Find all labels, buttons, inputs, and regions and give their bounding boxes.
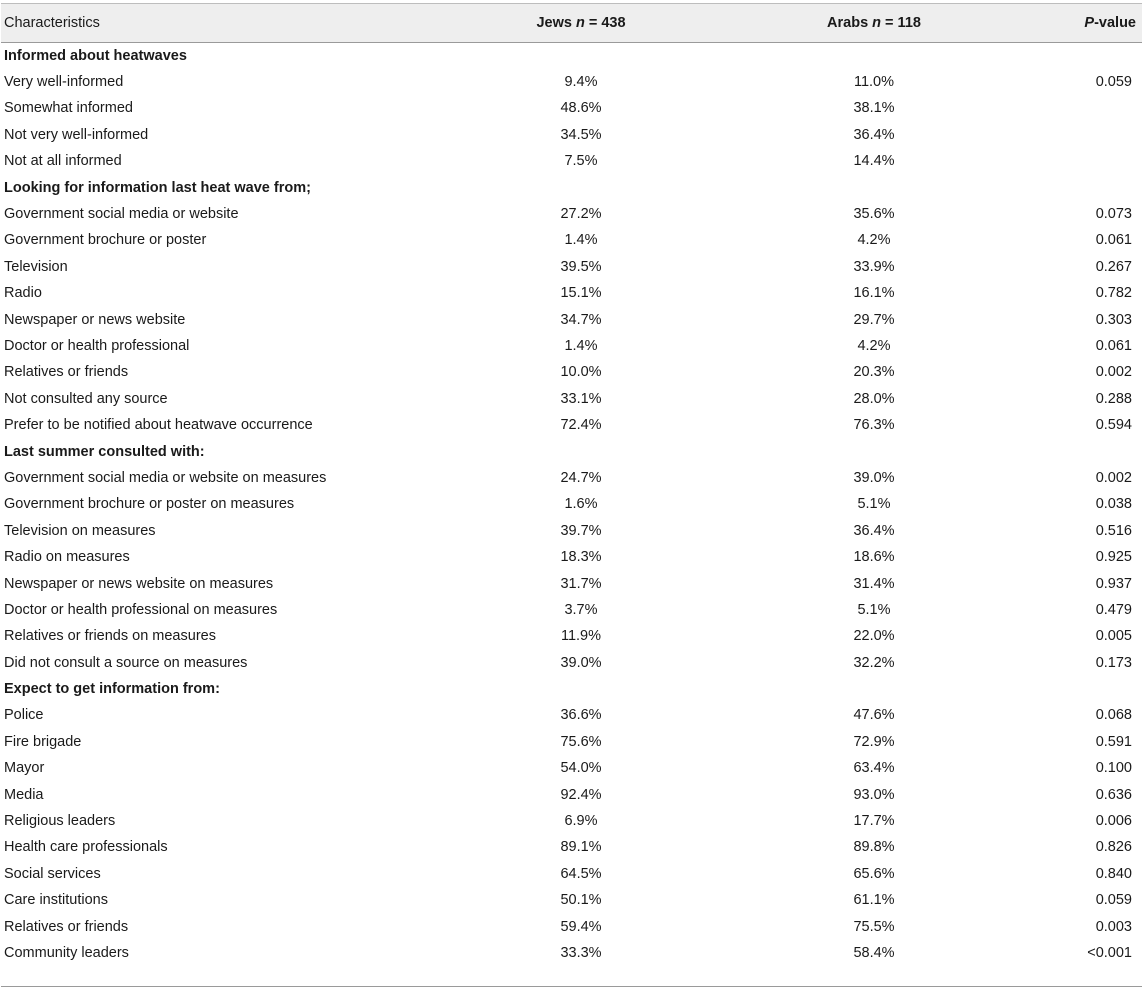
arabs-cell: 14.4% xyxy=(853,153,895,170)
row-label: Prefer to be notified about heatwave occurrence xyxy=(4,417,313,434)
arabs-cell: 11.0% xyxy=(853,74,895,91)
table-row xyxy=(1,940,1142,966)
table-row xyxy=(1,808,1142,834)
header-jews-n: n xyxy=(575,15,585,31)
row-label: Television xyxy=(4,258,68,275)
jews-cell: 39.7% xyxy=(560,522,602,539)
p-value-cell: 0.840 xyxy=(1095,865,1132,882)
p-value-cell: 0.073 xyxy=(1095,206,1132,223)
p-value-cell: 0.002 xyxy=(1095,469,1132,486)
arabs-cell: 72.9% xyxy=(853,733,895,750)
jews-cell: 1.4% xyxy=(564,337,598,354)
table-row xyxy=(1,333,1142,359)
p-value-cell: 0.038 xyxy=(1095,496,1132,513)
header-jews-label: Jews xyxy=(536,15,576,31)
row-label: Radio on measures xyxy=(4,549,130,566)
arabs-cell: 33.9% xyxy=(853,258,895,275)
header-arabs-label: Arabs xyxy=(827,15,873,31)
jews-cell: 3.7% xyxy=(564,601,598,618)
table-row xyxy=(1,834,1142,860)
table-row xyxy=(1,491,1142,517)
section-header: Last summer consulted with: xyxy=(4,443,205,460)
p-value-cell: 0.303 xyxy=(1095,311,1132,328)
row-label: Relatives or friends xyxy=(4,364,129,381)
p-value-cell: 0.636 xyxy=(1095,786,1132,803)
jews-cell: 54.0% xyxy=(560,760,602,777)
table-row xyxy=(1,95,1142,121)
p-value-cell: 0.061 xyxy=(1095,232,1132,249)
table-row xyxy=(1,781,1142,807)
jews-cell: 27.2% xyxy=(560,206,602,223)
jews-cell: 64.5% xyxy=(560,865,602,882)
row-label: Fire brigade xyxy=(4,733,82,750)
header-p-italic: P xyxy=(1084,15,1095,31)
table-row xyxy=(1,729,1142,755)
p-value-cell: 0.003 xyxy=(1095,918,1132,935)
arabs-cell: 18.6% xyxy=(853,549,895,566)
jews-cell: 34.5% xyxy=(560,126,602,143)
p-value-cell: 0.059 xyxy=(1095,892,1132,909)
p-value-cell: 0.267 xyxy=(1095,258,1132,275)
jews-cell: 75.6% xyxy=(560,733,602,750)
table-row xyxy=(1,465,1142,491)
row-label: Relatives or friends xyxy=(4,918,129,935)
section-header: Expect to get information from: xyxy=(4,681,220,698)
section-header: Looking for information last heat wave from; xyxy=(4,179,311,196)
row-label: Government brochure or poster xyxy=(4,232,207,249)
section-header: Informed about heatwaves xyxy=(4,47,187,64)
row-label: Police xyxy=(4,707,44,724)
table-row xyxy=(1,702,1142,728)
jews-cell: 9.4% xyxy=(564,74,598,91)
table-row xyxy=(1,386,1142,412)
jews-cell: 89.1% xyxy=(560,839,602,856)
jews-cell: 1.4% xyxy=(564,232,598,249)
header-p-value xyxy=(1017,4,1142,43)
arabs-cell: 65.6% xyxy=(853,865,895,882)
arabs-cell: 17.7% xyxy=(853,813,895,830)
table-row xyxy=(1,861,1142,887)
table-row xyxy=(1,623,1142,649)
table-row xyxy=(1,69,1142,95)
arabs-cell: 4.2% xyxy=(857,337,891,354)
arabs-cell: 5.1% xyxy=(857,601,891,618)
jews-cell: 33.3% xyxy=(560,944,602,961)
jews-cell: 39.5% xyxy=(560,258,602,275)
header-p-rest: -value xyxy=(1094,15,1136,31)
row-label: Newspaper or news website xyxy=(4,311,186,328)
arabs-cell: 75.5% xyxy=(853,918,895,935)
jews-cell: 18.3% xyxy=(560,549,602,566)
table-body xyxy=(1,43,1142,967)
p-value-cell: 0.100 xyxy=(1095,760,1132,777)
table-row xyxy=(1,544,1142,570)
row-label: Mayor xyxy=(4,760,45,777)
p-value-cell: 0.591 xyxy=(1095,733,1132,750)
p-value-cell: 0.061 xyxy=(1095,337,1132,354)
p-value-cell: 0.173 xyxy=(1095,654,1132,671)
arabs-cell: 39.0% xyxy=(853,469,895,486)
table-row xyxy=(1,570,1142,596)
p-value-cell: 0.059 xyxy=(1095,74,1132,91)
table-row xyxy=(1,887,1142,913)
row-label: Not consulted any source xyxy=(4,390,168,407)
table-row xyxy=(1,254,1142,280)
p-value-cell xyxy=(1017,122,1142,148)
arabs-cell: 31.4% xyxy=(853,575,895,592)
row-label: Somewhat informed xyxy=(4,100,133,117)
jews-cell: 36.6% xyxy=(560,707,602,724)
table-row xyxy=(1,306,1142,332)
table-row xyxy=(1,913,1142,939)
table-header xyxy=(1,4,1142,43)
arabs-cell: 4.2% xyxy=(857,232,891,249)
row-label: Very well-informed xyxy=(4,74,124,91)
jews-cell: 31.7% xyxy=(560,575,602,592)
data-table xyxy=(1,3,1142,966)
row-label: Media xyxy=(4,786,44,803)
header-jews xyxy=(431,4,731,43)
table-row xyxy=(1,518,1142,544)
row-label: Government social media or website xyxy=(4,206,239,223)
arabs-cell: 47.6% xyxy=(853,707,895,724)
jews-cell: 11.9% xyxy=(560,628,602,645)
jews-cell: 92.4% xyxy=(560,786,602,803)
arabs-cell: 63.4% xyxy=(853,760,895,777)
row-label: Community leaders xyxy=(4,944,129,961)
arabs-cell: 89.8% xyxy=(853,839,895,856)
section-header-row xyxy=(1,43,1142,69)
table-row xyxy=(1,201,1142,227)
jews-cell: 24.7% xyxy=(560,469,602,486)
jews-cell: 48.6% xyxy=(560,100,602,117)
p-value-cell: 0.782 xyxy=(1095,285,1132,302)
arabs-cell: 93.0% xyxy=(853,786,895,803)
jews-cell: 33.1% xyxy=(560,390,602,407)
arabs-cell: 29.7% xyxy=(853,311,895,328)
table-row xyxy=(1,148,1142,174)
p-value-cell: 0.006 xyxy=(1095,813,1132,830)
table-row xyxy=(1,412,1142,438)
table-row xyxy=(1,755,1142,781)
arabs-cell: 16.1% xyxy=(853,285,895,302)
row-label: Doctor or health professional on measures xyxy=(4,601,278,618)
jews-cell: 34.7% xyxy=(560,311,602,328)
row-label: Not very well-informed xyxy=(4,126,149,143)
arabs-cell: 58.4% xyxy=(853,944,895,961)
arabs-cell: 36.4% xyxy=(853,126,895,143)
arabs-cell: 32.2% xyxy=(853,654,895,671)
arabs-cell: 20.3% xyxy=(853,364,895,381)
table-bottom-rule xyxy=(1,986,1142,987)
section-header-row xyxy=(1,174,1142,200)
p-value-cell: 0.516 xyxy=(1095,522,1132,539)
row-label: Doctor or health professional xyxy=(4,337,190,354)
row-label: Health care professionals xyxy=(4,839,168,856)
arabs-cell: 61.1% xyxy=(853,892,895,909)
jews-cell: 50.1% xyxy=(560,892,602,909)
table-row xyxy=(1,359,1142,385)
jews-cell: 72.4% xyxy=(560,417,602,434)
row-label: Relatives or friends on measures xyxy=(4,628,216,645)
p-value-cell: 0.002 xyxy=(1095,364,1132,381)
p-value-cell: 0.925 xyxy=(1095,549,1132,566)
row-label: Government social media or website on measures xyxy=(4,469,327,486)
p-value-cell xyxy=(1017,95,1142,121)
arabs-cell: 35.6% xyxy=(853,206,895,223)
p-value-cell: 0.479 xyxy=(1095,601,1132,618)
jews-cell: 1.6% xyxy=(564,496,598,513)
table-row xyxy=(1,122,1142,148)
arabs-cell: 22.0% xyxy=(853,628,895,645)
row-label: Government brochure or poster on measures xyxy=(4,496,295,513)
section-header-row xyxy=(1,676,1142,702)
table-row xyxy=(1,227,1142,253)
jews-cell: 6.9% xyxy=(564,813,598,830)
header-arabs-n: n xyxy=(872,15,882,31)
header-row xyxy=(1,4,1142,43)
header-jews-value: = 438 xyxy=(584,15,626,31)
row-label: Religious leaders xyxy=(4,813,116,830)
p-value-cell: 0.594 xyxy=(1095,417,1132,434)
jews-cell: 7.5% xyxy=(564,153,598,170)
row-label: Care institutions xyxy=(4,892,108,909)
row-label: Not at all informed xyxy=(4,153,122,170)
arabs-cell: 5.1% xyxy=(857,496,891,513)
row-label: Social services xyxy=(4,865,101,882)
jews-cell: 10.0% xyxy=(560,364,602,381)
p-value-cell: 0.288 xyxy=(1095,390,1132,407)
p-value-cell: <0.001 xyxy=(1087,944,1132,961)
p-value-cell xyxy=(1017,148,1142,174)
row-label: Television on measures xyxy=(4,522,156,539)
arabs-cell: 28.0% xyxy=(853,390,895,407)
header-arabs xyxy=(731,4,1017,43)
jews-cell: 15.1% xyxy=(560,285,602,302)
table-row xyxy=(1,649,1142,675)
row-label: Newspaper or news website on measures xyxy=(4,575,274,592)
p-value-cell: 0.826 xyxy=(1095,839,1132,856)
header-characteristics: Characteristics xyxy=(1,4,431,43)
p-value-cell: 0.005 xyxy=(1095,628,1132,645)
row-label: Did not consult a source on measures xyxy=(4,654,248,671)
jews-cell: 39.0% xyxy=(560,654,602,671)
header-arabs-value: = 118 xyxy=(881,15,921,31)
arabs-cell: 76.3% xyxy=(853,417,895,434)
section-header-row xyxy=(1,438,1142,464)
table-row xyxy=(1,280,1142,306)
jews-cell: 59.4% xyxy=(560,918,602,935)
p-value-cell: 0.937 xyxy=(1095,575,1132,592)
arabs-cell: 36.4% xyxy=(853,522,895,539)
table-row xyxy=(1,597,1142,623)
p-value-cell: 0.068 xyxy=(1095,707,1132,724)
row-label: Radio xyxy=(4,285,42,302)
arabs-cell: 38.1% xyxy=(853,100,895,117)
